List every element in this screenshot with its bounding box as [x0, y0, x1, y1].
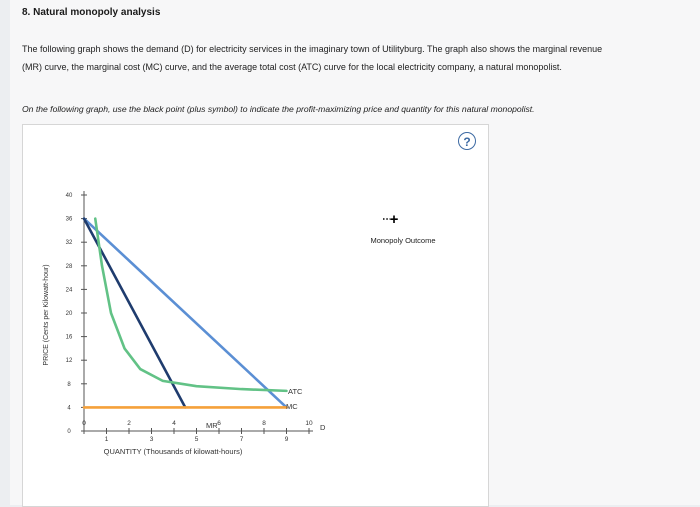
- y-tick-label: 12: [65, 358, 73, 365]
- x-tick-label: 0: [82, 420, 86, 427]
- y-tick-label: 4: [67, 405, 71, 412]
- x-tick-label: 6: [217, 420, 221, 427]
- graph-panel[interactable]: [22, 124, 489, 507]
- x-tick-label: 10: [305, 420, 313, 427]
- graph-curves: [84, 219, 287, 408]
- x-tick-label: 4: [172, 420, 176, 427]
- intro-line: The following graph shows the demand (D) for electricity services in the imaginary town of Utilityburg. The graph also shows the marginal revenue: [22, 44, 603, 54]
- x-tick-label: 7: [239, 436, 244, 443]
- y-tick-label: 20: [65, 311, 73, 317]
- graph-axes: [43, 191, 313, 456]
- plus-icon: +: [389, 211, 399, 228]
- help-button[interactable]: ?: [458, 132, 476, 150]
- y-tick-label: 16: [65, 334, 73, 341]
- question-intro: [22, 40, 692, 76]
- curve-label-d: D: [320, 423, 326, 432]
- curve-label-mc: MC: [286, 402, 298, 411]
- question-page: [10, 0, 700, 505]
- x-tick-label: 8: [262, 420, 266, 427]
- x-tick-label: 2: [127, 420, 131, 427]
- x-axis-label: QUANTITY (Thousands of kilowatt-hours): [103, 447, 243, 456]
- x-tick-label: 1: [104, 436, 109, 443]
- intro-line: (MR) curve, the marginal cost (MC) curve, and the average total cost (ATC) curve for the local electricity company, a natural monopolist.: [22, 62, 562, 72]
- graph-instruction: On the following graph, use the black point (plus symbol) to indicate the profit-maximizing price and quantity for this natural monopolist.: [22, 104, 535, 114]
- monopoly-graph[interactable]: [23, 125, 488, 506]
- curve-d: [84, 219, 287, 408]
- monopoly-outcome-label: Monopoly Outcome: [370, 236, 436, 245]
- curve-label-atc: ATC: [288, 387, 303, 396]
- y-tick-label: 28: [65, 263, 73, 270]
- y-tick-label: 32: [65, 240, 73, 247]
- y-tick-label: 0: [67, 429, 71, 435]
- y-tick-label: 24: [65, 287, 73, 294]
- y-tick-label: 36: [65, 216, 73, 223]
- x-tick-label: 9: [284, 436, 289, 443]
- y-tick-label: 40: [65, 193, 73, 199]
- y-tick-label: 8: [67, 381, 71, 388]
- monopoly-outcome-tool: [370, 211, 435, 245]
- question-heading: 8. Natural monopoly analysis: [22, 7, 161, 18]
- x-tick-label: 3: [149, 436, 154, 443]
- x-tick-label: 5: [194, 436, 199, 443]
- curve-atc: [95, 219, 286, 391]
- y-axis-label: PRICE (Cents per Kilowatt-hour): [43, 264, 50, 366]
- curve-label-mr: MR: [206, 421, 218, 430]
